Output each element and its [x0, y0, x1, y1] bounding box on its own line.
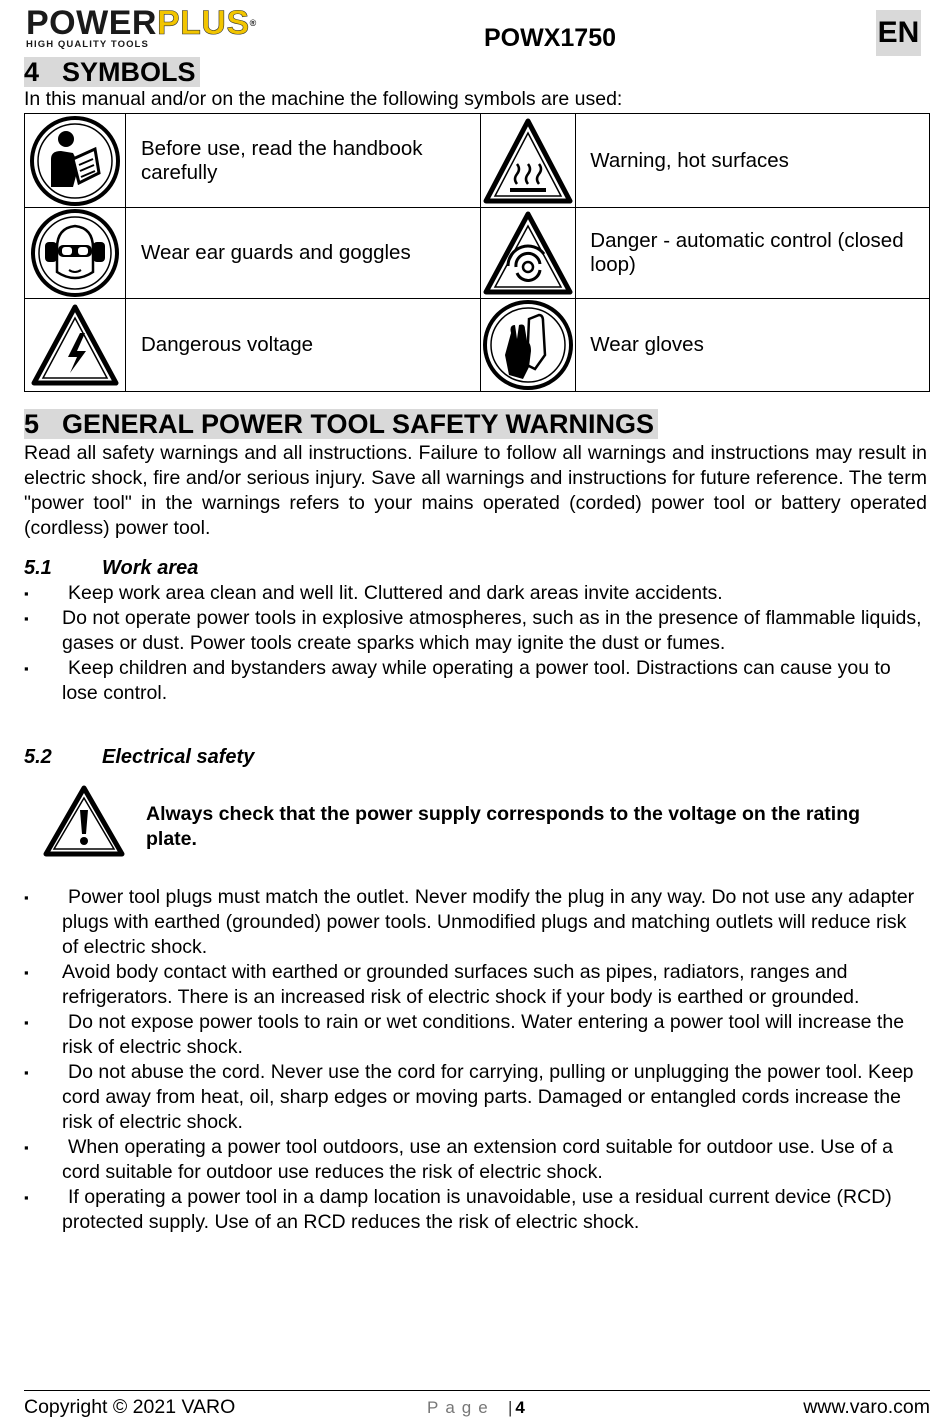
voltage-warning	[40, 782, 920, 860]
symbol-cell	[481, 114, 576, 208]
list-item: ▪ If operating a power tool in a damp location is unavoidable, use a residual current device (RCD) protected supply. Use of an RCD reduces the risk of electric shock.	[24, 1186, 892, 1233]
symbols-row	[25, 114, 930, 208]
symbol-label: Wear gloves	[576, 299, 930, 392]
list-item: ▪ Do not operate power tools in explosive atmospheres, such as in the presence of flammable liquids, gases or dust. Power tools create sparks which may ignite the dust or fumes.	[24, 607, 922, 654]
section-5-intro: Read all safety warnings and all instructions. Failure to follow all warnings and instructions may result in electric shock, fire and/or serious injury. Save all warnings and instructions for future reference. The term "power tool" in the warnings refers to your mains operated (corded) power tool or battery operated (cordless) power tool.	[24, 442, 927, 539]
footer-website-link[interactable]: www.varo.com	[803, 1396, 930, 1418]
model-number: POWX1750	[484, 24, 617, 52]
caution-warning-icon	[42, 784, 126, 858]
automatic-control-warning-icon	[481, 210, 575, 296]
section-4-heading: 4 SYMBOLS	[24, 57, 200, 87]
footer-copyright: Copyright © 2021 VARO	[24, 1396, 236, 1418]
footer-divider	[24, 1390, 930, 1391]
voltage-warning-text: Always check that the power supply corresponds to the voltage on the rating plate.	[146, 803, 861, 850]
subsection-5-1-heading: 5.1 Work area	[24, 557, 199, 579]
ear-guards-goggles-icon	[29, 208, 121, 298]
list-item: ▪ Keep work area clean and well lit. Cluttered and dark areas invite accidents.	[24, 582, 723, 604]
read-manual-icon	[29, 115, 121, 207]
symbols-row	[25, 299, 930, 392]
symbol-cell	[481, 208, 576, 299]
section-5-heading: 5 GENERAL POWER TOOL SAFETY WARNINGS	[24, 409, 658, 439]
symbol-label: Before use, read the handbook carefully	[126, 114, 481, 208]
symbol-cell	[25, 208, 126, 299]
symbol-label: Danger - automatic control (closed loop)	[576, 208, 930, 299]
dangerous-voltage-icon	[30, 303, 120, 387]
section-4-intro: In this manual and/or on the machine the following symbols are used:	[24, 88, 623, 110]
powerplus-logo	[26, 6, 286, 50]
logo-wordmark: POWERPLUS®	[26, 4, 257, 42]
list-item: ▪ When operating a power tool outdoors, use an extension cord suitable for outdoor use. Use of a cord suitable for outdoor use reduces the risk of electric shock.	[24, 1136, 893, 1183]
electrical-safety-list	[24, 885, 924, 1235]
work-area-list	[24, 581, 924, 706]
list-item: ▪ Keep children and bystanders away while operating a power tool. Distractions can cause you to lose control.	[24, 657, 891, 704]
symbols-row	[25, 208, 930, 299]
symbol-label: Dangerous voltage	[126, 299, 481, 392]
language-badge: EN	[876, 10, 921, 56]
footer-page-number: | 4	[508, 1398, 525, 1417]
symbol-label: Wear ear guards and goggles	[126, 208, 481, 299]
symbol-cell	[25, 114, 126, 208]
list-item: ▪ Do not abuse the cord. Never use the cord for carrying, pulling or unplugging the power tool. Keep cord away from heat, oil, sharp edges or moving parts. Damaged or entangled cords increase the risk of electric shock.	[24, 1061, 914, 1133]
logo-tagline: HIGH QUALITY TOOLS	[26, 39, 149, 50]
symbol-label: Warning, hot surfaces	[576, 114, 930, 208]
symbols-table	[24, 113, 930, 392]
symbol-cell	[481, 299, 576, 392]
symbol-cell	[25, 299, 126, 392]
hot-surface-warning-icon	[481, 116, 575, 206]
list-item: ▪ Do not expose power tools to rain or wet conditions. Water entering a power tool will increase the risk of electric shock.	[24, 1011, 905, 1058]
list-item: ▪ Avoid body contact with earthed or grounded surfaces such as pipes, radiators, ranges and refrigerators. There is an increased risk of electric shock if your body is earthed or grounded.	[24, 961, 860, 1008]
subsection-5-2-heading: 5.2 Electrical safety	[24, 746, 255, 768]
list-item: ▪ Power tool plugs must match the outlet. Never modify the plug in any way. Do not use any adapter plugs with earthed (grounded) power tools. Unmodified plugs and matching outlets will reduce risk of electric shock.	[24, 886, 915, 958]
wear-gloves-icon	[481, 299, 575, 391]
footer-page-label: Page	[427, 1398, 495, 1417]
